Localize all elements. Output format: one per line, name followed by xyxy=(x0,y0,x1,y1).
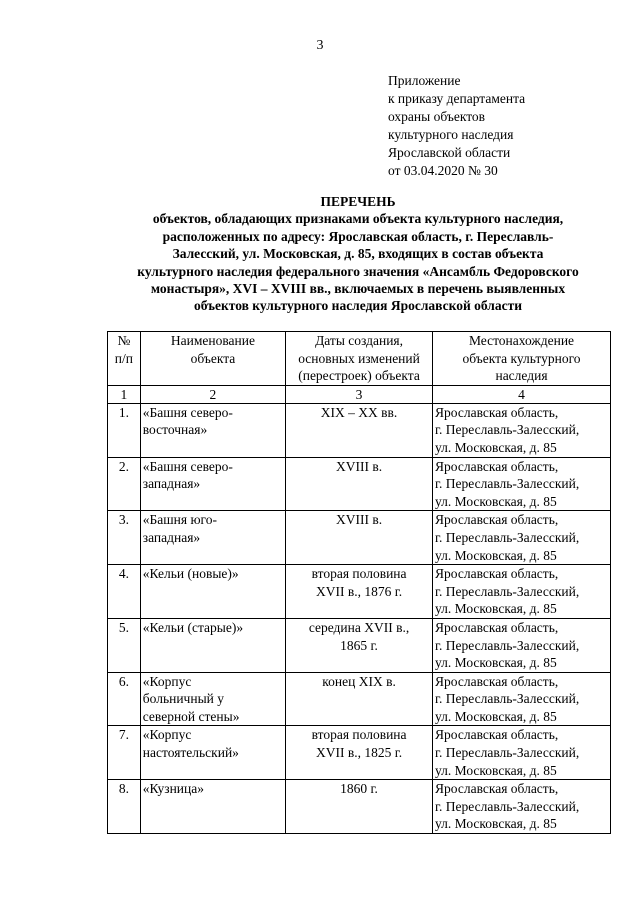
column-number-row xyxy=(108,385,611,403)
column-number: 3 xyxy=(286,385,433,403)
row-number: 5. xyxy=(108,618,141,672)
row-number: 7. xyxy=(108,726,141,780)
object-location-line: Ярославская область, xyxy=(435,673,559,689)
row-number: 3. xyxy=(108,511,141,565)
table-row xyxy=(108,511,611,565)
object-name-line: «Кельи (старые)» xyxy=(142,619,244,635)
annex-line: культурного наследия xyxy=(388,127,514,142)
header-name xyxy=(140,332,285,386)
object-name-line: северной стены» xyxy=(142,708,240,724)
row-number: 8. xyxy=(108,780,141,834)
title-line: монастыря», XVI – XVIII вв., включаемых в перечень выявленных xyxy=(150,281,566,297)
object-location-line: г. Переславль-Залесский, xyxy=(435,745,580,761)
object-location-line: ул. Московская, д. 85 xyxy=(435,601,557,617)
object-dates-line: конец XIX в. xyxy=(322,673,396,689)
table-row xyxy=(108,780,611,834)
object-name-line: настоятельский» xyxy=(142,745,239,761)
table-row xyxy=(108,457,611,511)
table-row xyxy=(108,726,611,780)
object-name-line: «Башня северо- xyxy=(142,404,233,420)
object-location-line: г. Переславль-Залесский, xyxy=(435,476,580,492)
object-name xyxy=(140,726,285,780)
object-name xyxy=(140,672,285,726)
annex-line: от 03.04.2020 № 30 xyxy=(388,163,498,178)
header-text: (перестроек) объекта xyxy=(298,368,420,384)
object-name-line: «Башня северо- xyxy=(142,458,233,474)
object-dates xyxy=(286,618,433,672)
header-text: № xyxy=(117,333,131,348)
object-location-line: г. Переславль-Залесский, xyxy=(435,529,580,545)
object-dates xyxy=(286,457,433,511)
header-text: объекта xyxy=(190,350,236,366)
object-location-line: ул. Московская, д. 85 xyxy=(435,655,557,671)
object-location-line: Ярославская область, xyxy=(435,404,559,420)
object-location-line: Ярославская область, xyxy=(435,458,559,474)
header-num xyxy=(108,332,141,386)
annex-block xyxy=(388,72,525,180)
object-location-line: ул. Московская, д. 85 xyxy=(435,708,557,724)
object-name-line: «Башня юго- xyxy=(142,512,217,528)
object-dates xyxy=(286,511,433,565)
object-location xyxy=(433,618,611,672)
object-dates-line: середина XVII в., xyxy=(308,619,410,635)
object-location xyxy=(433,403,611,457)
object-dates-line: XVII в., 1876 г. xyxy=(315,583,403,599)
header-text: основных изменений xyxy=(298,350,420,366)
object-name xyxy=(140,403,285,457)
object-name-line: восточная» xyxy=(142,422,208,438)
object-location-line: г. Переславль-Залесский, xyxy=(435,583,580,599)
object-dates-line: XIX – XX вв. xyxy=(320,404,398,420)
object-name-line: больничный у xyxy=(142,691,224,707)
object-dates-line: вторая половина xyxy=(311,727,407,743)
header-location xyxy=(433,332,611,386)
object-location xyxy=(433,565,611,619)
object-location-line: ул. Московская, д. 85 xyxy=(435,762,557,778)
header-dates xyxy=(286,332,433,386)
object-name xyxy=(140,457,285,511)
table-body xyxy=(108,403,611,833)
object-name-line: «Корпус xyxy=(142,727,192,743)
object-location-line: ул. Московская, д. 85 xyxy=(435,493,557,509)
object-name xyxy=(140,565,285,619)
object-location-line: г. Переславль-Залесский, xyxy=(435,798,580,814)
table-row xyxy=(108,403,611,457)
header-text: объекта культурного xyxy=(462,350,581,366)
object-dates xyxy=(286,726,433,780)
object-location-line: Ярославская область, xyxy=(435,512,559,528)
header-text: п/п xyxy=(114,350,133,366)
table-row xyxy=(108,565,611,619)
header-text: Даты создания, xyxy=(315,333,403,348)
document-title xyxy=(100,193,616,315)
object-dates-line: 1865 г. xyxy=(340,637,378,653)
row-number: 4. xyxy=(108,565,141,619)
column-number: 4 xyxy=(433,385,611,403)
table-row xyxy=(108,672,611,726)
row-number: 2. xyxy=(108,457,141,511)
title-line: культурного наследия федерального значения «Ансамбль Федоровского xyxy=(137,263,579,279)
object-location xyxy=(433,726,611,780)
object-name xyxy=(140,511,285,565)
object-name-line: западная» xyxy=(142,529,201,545)
annex-line: охраны объектов xyxy=(388,109,486,124)
title-line: объектов культурного наследия Ярославской области xyxy=(193,298,523,314)
object-location xyxy=(433,780,611,834)
title-heading: ПЕРЕЧЕНЬ xyxy=(320,194,396,209)
object-dates-line: XVII в., 1825 г. xyxy=(315,745,403,761)
object-location xyxy=(433,672,611,726)
object-dates xyxy=(286,403,433,457)
row-number: 1. xyxy=(108,403,141,457)
annex-line: Приложение xyxy=(388,73,461,88)
object-dates-line: вторая половина xyxy=(311,566,407,582)
object-dates xyxy=(286,565,433,619)
annex-line: Ярославской области xyxy=(388,145,511,160)
object-location-line: г. Переславль-Залесский, xyxy=(435,691,580,707)
title-line: Залесский, ул. Московская, д. 85, входящих в состав объекта xyxy=(172,246,544,262)
object-name-line: «Кузница» xyxy=(142,781,205,797)
title-line: объектов, обладающих признаками объекта культурного наследия, xyxy=(152,211,564,227)
object-name xyxy=(140,618,285,672)
object-dates xyxy=(286,672,433,726)
object-name-line: «Корпус xyxy=(142,673,192,689)
row-number: 6. xyxy=(108,672,141,726)
object-location-line: Ярославская область, xyxy=(435,781,559,797)
column-number: 1 xyxy=(108,385,141,403)
object-location-line: ул. Московская, д. 85 xyxy=(435,547,557,563)
object-location-line: ул. Московская, д. 85 xyxy=(435,816,557,832)
annex-line: к приказу департамента xyxy=(388,91,526,106)
object-location xyxy=(433,511,611,565)
object-dates-line: XVIII в. xyxy=(335,512,383,528)
header-text: Наименование xyxy=(170,333,255,348)
object-dates xyxy=(286,780,433,834)
object-location xyxy=(433,457,611,511)
object-location-line: г. Переславль-Залесский, xyxy=(435,637,580,653)
header-text: Местонахождение xyxy=(468,333,575,348)
table-row xyxy=(108,618,611,672)
object-name-line: «Кельи (новые)» xyxy=(142,566,239,582)
table-header-row xyxy=(108,332,611,386)
object-dates-line: 1860 г. xyxy=(340,781,378,797)
object-location-line: ул. Московская, д. 85 xyxy=(435,439,557,455)
object-location-line: Ярославская область, xyxy=(435,619,559,635)
object-name xyxy=(140,780,285,834)
object-location-line: Ярославская область, xyxy=(435,566,559,582)
header-text: наследия xyxy=(495,368,548,384)
object-dates-line: XVIII в. xyxy=(335,458,383,474)
object-name-line: западная» xyxy=(142,476,201,492)
objects-table xyxy=(107,331,611,834)
title-line: расположенных по адресу: Ярославская область, г. Переславль- xyxy=(162,228,554,244)
object-location-line: Ярославская область, xyxy=(435,727,559,743)
column-number: 2 xyxy=(140,385,285,403)
object-location-line: г. Переславль-Залесский, xyxy=(435,422,580,438)
page-number: 3 xyxy=(316,38,324,53)
